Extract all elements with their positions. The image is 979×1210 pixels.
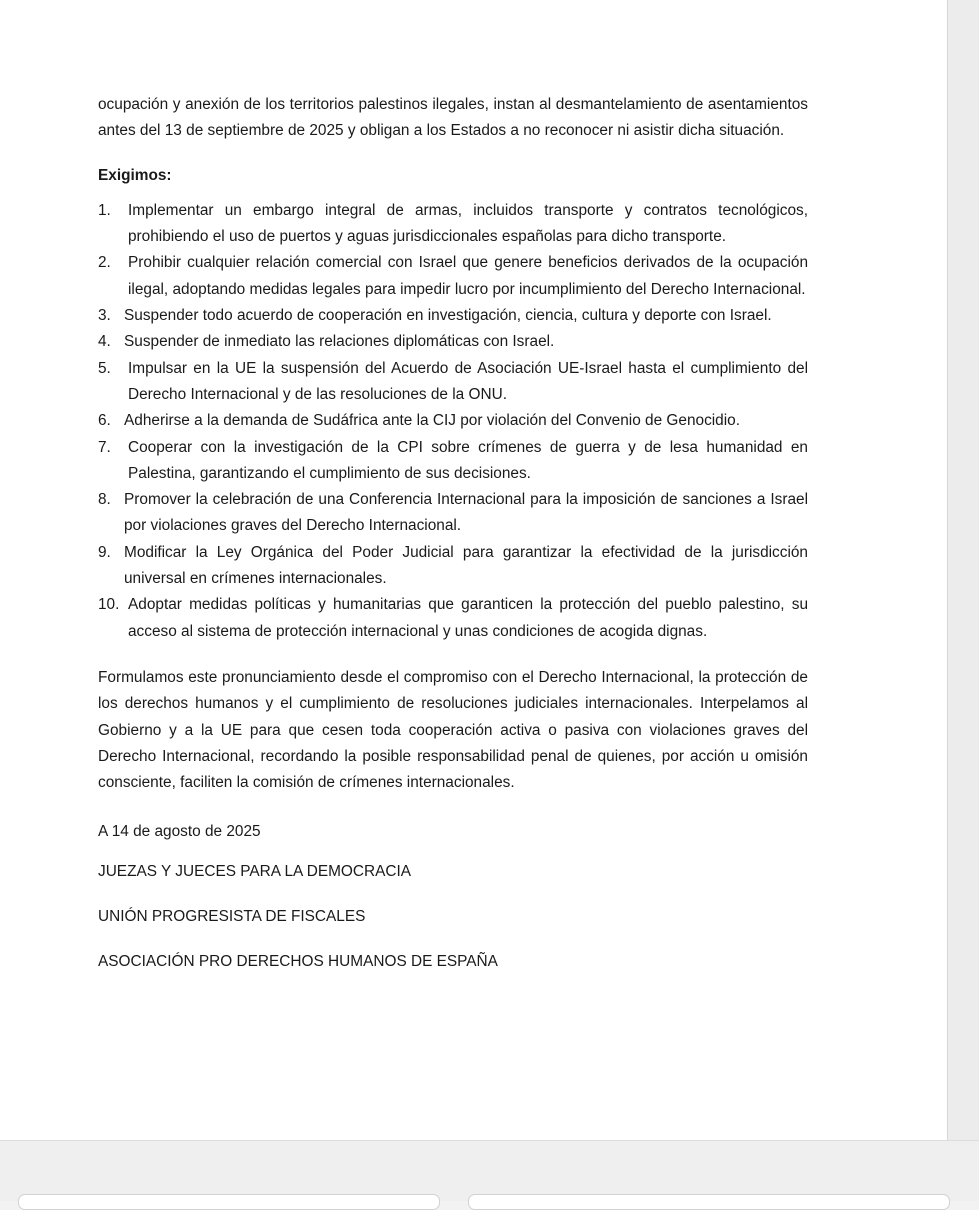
demand-item: 4. Suspender de inmediato las relaciones diplomáticas con Israel. <box>98 333 555 351</box>
demand-item: 3. Suspender todo acuerdo de cooperación en investigación, ciencia, cultura y deporte con Israel. <box>98 307 772 325</box>
page-thumbnail-tab[interactable] <box>468 1194 950 1210</box>
demand-item: 9. Modificar la Ley Orgánica del Poder Judicial para garantizar la efectividad de la jurisdicción universal en crímenes internacionales. <box>98 543 808 588</box>
signatory: UNIÓN PROGRESISTA DE FISCALES <box>98 908 366 926</box>
viewer-bottom-bar <box>0 1140 979 1201</box>
signatory: JUEZAS Y JUECES PARA LA DEMOCRACIA <box>98 862 412 880</box>
page-thumbnail-tab[interactable] <box>18 1194 440 1210</box>
demand-item: 2. Prohibir cualquier relación comercial con Israel que genere beneficios derivados de la ocupación ilegal, adoptando medidas legales para impedir lucro por incumplimiento del Derecho Internacional. <box>98 254 808 298</box>
document-body <box>98 92 808 995</box>
demand-item: 5. Impulsar en la UE la suspensión del Acuerdo de Asociación UE-Israel hasta el cumplimiento del Derecho Internacional y de las resoluciones de la ONU. <box>98 359 808 403</box>
page-edge <box>947 0 979 1140</box>
demand-item: 1. Implementar un embargo integral de armas, incluidos transporte y contratos tecnológicos, prohibiendo el uso de puertos y aguas jurisdiccionales españolas para dicho transporte. <box>98 201 808 246</box>
closing-paragraph: Formulamos este pronunciamiento desde el compromiso con el Derecho Internacional, la protección de los derechos humanos y el cumplimiento de resoluciones judiciales internacionales. Interpelamos al Gobierno y a la UE para que cesen toda cooperación activa o pasiva con violaciones graves del Derecho Internacional, recordando la posible responsabilidad penal de quienes, por acción u omisión consciente, faciliten la comisión de crímenes internacionales. <box>98 668 808 792</box>
demand-item: 7. Cooperar con la investigación de la CPI sobre crímenes de guerra y de lesa humanidad en Palestina, garantizando el cumplimiento de sus decisiones. <box>98 438 808 482</box>
intro-paragraph: ocupación y anexión de los territorios palestinos ilegales, instan al desmantelamiento de asentamientos antes del 13 de septiembre de 2025 y obligan a los Estados a no reconocer ni asistir dicha situación. <box>98 96 808 140</box>
demand-item: 8. Promover la celebración de una Conferencia Internacional para la imposición de sanciones a Israel por violaciones graves del Derecho Internacional. <box>98 491 808 535</box>
demands-list <box>98 198 808 645</box>
demands-heading: Exigimos: <box>98 166 172 184</box>
demand-item: 10. Adoptar medidas políticas y humanitarias que garanticen la protección del pueblo palestino, su acceso al sistema de protección internacional y unas condiciones de acogida dignas. <box>98 596 808 640</box>
document-date: A 14 de agosto de 2025 <box>98 823 261 841</box>
signatory: ASOCIACIÓN PRO DERECHOS HUMANOS DE ESPAÑA <box>98 953 498 971</box>
demand-item: 6. Adherirse a la demanda de Sudáfrica ante la CIJ por violación del Convenio de Genocidio. <box>98 412 741 430</box>
